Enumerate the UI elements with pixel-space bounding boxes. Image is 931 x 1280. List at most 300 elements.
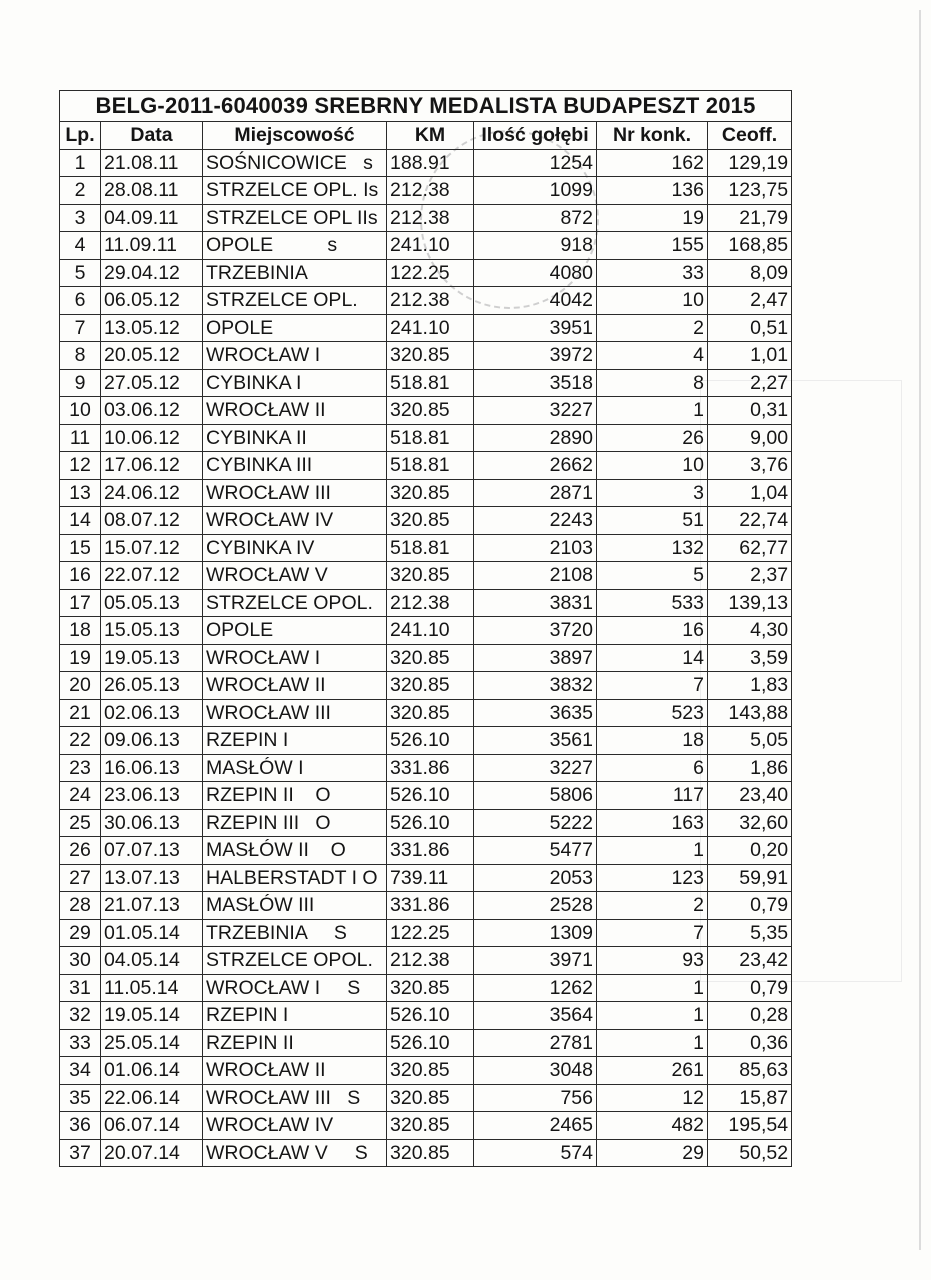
cell-date: 11.09.11: [101, 232, 203, 260]
cell-pigeon-count: 2103: [474, 534, 597, 562]
cell-lp: 7: [60, 314, 101, 342]
cell-prize-number: 1: [597, 974, 708, 1002]
cell-location: WROCŁAW I: [203, 644, 387, 672]
cell-lp: 5: [60, 259, 101, 287]
cell-date: 06.05.12: [101, 287, 203, 315]
cell-km: 320.85: [387, 562, 474, 590]
cell-prize-number: 93: [597, 947, 708, 975]
cell-lp: 13: [60, 479, 101, 507]
header-km: KM: [387, 122, 474, 150]
cell-lp: 36: [60, 1112, 101, 1140]
cell-location: WROCŁAW III: [203, 479, 387, 507]
cell-coefficient: 0,31: [708, 397, 792, 425]
cell-date: 04.09.11: [101, 204, 203, 232]
cell-pigeon-count: 5477: [474, 837, 597, 865]
cell-km: 320.85: [387, 699, 474, 727]
cell-date: 13.05.12: [101, 314, 203, 342]
table-row: [60, 562, 792, 590]
table-row: [60, 479, 792, 507]
cell-location: WROCŁAW IV: [203, 507, 387, 535]
cell-location: OPOLE: [203, 314, 387, 342]
cell-date: 19.05.14: [101, 1002, 203, 1030]
cell-coefficient: 59,91: [708, 864, 792, 892]
cell-lp: 30: [60, 947, 101, 975]
cell-prize-number: 482: [597, 1112, 708, 1140]
cell-lp: 24: [60, 782, 101, 810]
header-date: Data: [101, 122, 203, 150]
cell-location: WROCŁAW I S: [203, 974, 387, 1002]
cell-prize-number: 1: [597, 397, 708, 425]
cell-location: CYBINKA II: [203, 424, 387, 452]
cell-km: 526.10: [387, 1029, 474, 1057]
cell-lp: 37: [60, 1139, 101, 1167]
cell-coefficient: 139,13: [708, 589, 792, 617]
cell-location: WROCŁAW II: [203, 397, 387, 425]
cell-coefficient: 3,59: [708, 644, 792, 672]
cell-location: MASŁÓW III: [203, 892, 387, 920]
cell-prize-number: 16: [597, 617, 708, 645]
cell-coefficient: 4,30: [708, 617, 792, 645]
cell-date: 22.07.12: [101, 562, 203, 590]
cell-km: 320.85: [387, 479, 474, 507]
document-title: BELG-2011-6040039 SREBRNY MEDALISTA BUDAPESZT 2015: [60, 91, 792, 122]
cell-lp: 22: [60, 727, 101, 755]
cell-coefficient: 1,86: [708, 754, 792, 782]
cell-km: 212.38: [387, 947, 474, 975]
cell-pigeon-count: 2781: [474, 1029, 597, 1057]
cell-prize-number: 523: [597, 699, 708, 727]
table-body: [60, 149, 792, 1167]
cell-coefficient: 2,27: [708, 369, 792, 397]
table-row: [60, 1057, 792, 1085]
table-row: [60, 1002, 792, 1030]
cell-coefficient: 32,60: [708, 809, 792, 837]
cell-lp: 28: [60, 892, 101, 920]
cell-prize-number: 10: [597, 287, 708, 315]
cell-coefficient: 22,74: [708, 507, 792, 535]
table-row: [60, 507, 792, 535]
cell-location: WROCŁAW III: [203, 699, 387, 727]
cell-pigeon-count: 918: [474, 232, 597, 260]
cell-coefficient: 123,75: [708, 177, 792, 205]
cell-pigeon-count: 2243: [474, 507, 597, 535]
cell-lp: 4: [60, 232, 101, 260]
cell-lp: 25: [60, 809, 101, 837]
cell-location: OPOLE s: [203, 232, 387, 260]
cell-pigeon-count: 3561: [474, 727, 597, 755]
table-row: [60, 754, 792, 782]
cell-location: WROCŁAW V: [203, 562, 387, 590]
cell-km: 518.81: [387, 452, 474, 480]
cell-pigeon-count: 3227: [474, 397, 597, 425]
cell-km: 320.85: [387, 1057, 474, 1085]
cell-pigeon-count: 3832: [474, 672, 597, 700]
cell-prize-number: 1: [597, 837, 708, 865]
cell-coefficient: 143,88: [708, 699, 792, 727]
cell-date: 22.06.14: [101, 1084, 203, 1112]
cell-lp: 14: [60, 507, 101, 535]
cell-pigeon-count: 3951: [474, 314, 597, 342]
cell-lp: 1: [60, 149, 101, 177]
cell-location: STRZELCE OPL. Is: [203, 177, 387, 205]
table-row: [60, 947, 792, 975]
cell-pigeon-count: 2890: [474, 424, 597, 452]
cell-prize-number: 14: [597, 644, 708, 672]
cell-km: 320.85: [387, 1112, 474, 1140]
cell-pigeon-count: 1099: [474, 177, 597, 205]
cell-km: 526.10: [387, 1002, 474, 1030]
cell-coefficient: 50,52: [708, 1139, 792, 1167]
cell-lp: 26: [60, 837, 101, 865]
cell-date: 01.05.14: [101, 919, 203, 947]
table-row: [60, 397, 792, 425]
cell-location: TRZEBINIA: [203, 259, 387, 287]
cell-prize-number: 26: [597, 424, 708, 452]
cell-date: 13.07.13: [101, 864, 203, 892]
cell-km: 320.85: [387, 644, 474, 672]
cell-pigeon-count: 5806: [474, 782, 597, 810]
header-prize-number: Nr konk.: [597, 122, 708, 150]
cell-coefficient: 1,01: [708, 342, 792, 370]
cell-coefficient: 21,79: [708, 204, 792, 232]
cell-prize-number: 12: [597, 1084, 708, 1112]
cell-coefficient: 0,36: [708, 1029, 792, 1057]
cell-km: 331.86: [387, 754, 474, 782]
cell-lp: 19: [60, 644, 101, 672]
cell-location: STRZELCE OPL IIs: [203, 204, 387, 232]
table-row: [60, 644, 792, 672]
cell-coefficient: 0,79: [708, 974, 792, 1002]
cell-location: WROCŁAW V S: [203, 1139, 387, 1167]
cell-km: 122.25: [387, 259, 474, 287]
header-lp: Lp.: [60, 122, 101, 150]
cell-coefficient: 195,54: [708, 1112, 792, 1140]
cell-pigeon-count: 4080: [474, 259, 597, 287]
cell-km: 518.81: [387, 424, 474, 452]
cell-lp: 2: [60, 177, 101, 205]
cell-coefficient: 23,42: [708, 947, 792, 975]
cell-prize-number: 18: [597, 727, 708, 755]
table-row: [60, 919, 792, 947]
table-row: [60, 727, 792, 755]
cell-location: WROCŁAW I: [203, 342, 387, 370]
cell-lp: 29: [60, 919, 101, 947]
cell-km: 320.85: [387, 1084, 474, 1112]
cell-pigeon-count: 872: [474, 204, 597, 232]
cell-prize-number: 19: [597, 204, 708, 232]
table-row: [60, 892, 792, 920]
cell-km: 320.85: [387, 342, 474, 370]
cell-date: 17.06.12: [101, 452, 203, 480]
cell-pigeon-count: 3048: [474, 1057, 597, 1085]
cell-coefficient: 8,09: [708, 259, 792, 287]
cell-pigeon-count: 1254: [474, 149, 597, 177]
cell-pigeon-count: 4042: [474, 287, 597, 315]
cell-km: 212.38: [387, 287, 474, 315]
cell-date: 29.04.12: [101, 259, 203, 287]
table-row: [60, 369, 792, 397]
cell-coefficient: 0,28: [708, 1002, 792, 1030]
cell-date: 25.05.14: [101, 1029, 203, 1057]
cell-pigeon-count: 2871: [474, 479, 597, 507]
header-row: [60, 122, 792, 150]
cell-location: RZEPIN II: [203, 1029, 387, 1057]
cell-km: 320.85: [387, 397, 474, 425]
cell-km: 212.38: [387, 177, 474, 205]
cell-pigeon-count: 3227: [474, 754, 597, 782]
cell-lp: 11: [60, 424, 101, 452]
cell-date: 15.05.13: [101, 617, 203, 645]
cell-coefficient: 9,00: [708, 424, 792, 452]
cell-prize-number: 1: [597, 1002, 708, 1030]
table-row: [60, 699, 792, 727]
cell-lp: 8: [60, 342, 101, 370]
cell-pigeon-count: 3831: [474, 589, 597, 617]
cell-date: 26.05.13: [101, 672, 203, 700]
cell-prize-number: 33: [597, 259, 708, 287]
cell-location: STRZELCE OPL.: [203, 287, 387, 315]
cell-date: 09.06.13: [101, 727, 203, 755]
table-row: [60, 259, 792, 287]
header-coefficient: Ceoff.: [708, 122, 792, 150]
cell-km: 331.86: [387, 892, 474, 920]
cell-date: 20.05.12: [101, 342, 203, 370]
header-location: Miejscowość: [203, 122, 387, 150]
table-row: [60, 1112, 792, 1140]
cell-pigeon-count: 756: [474, 1084, 597, 1112]
cell-km: 188.91: [387, 149, 474, 177]
cell-coefficient: 62,77: [708, 534, 792, 562]
cell-lp: 16: [60, 562, 101, 590]
cell-date: 21.07.13: [101, 892, 203, 920]
cell-km: 212.38: [387, 204, 474, 232]
cell-lp: 20: [60, 672, 101, 700]
cell-location: WROCŁAW IV: [203, 1112, 387, 1140]
cell-location: TRZEBINIA S: [203, 919, 387, 947]
cell-coefficient: 2,47: [708, 287, 792, 315]
cell-lp: 10: [60, 397, 101, 425]
cell-date: 10.06.12: [101, 424, 203, 452]
cell-prize-number: 136: [597, 177, 708, 205]
table-row: [60, 1139, 792, 1167]
cell-location: RZEPIN I: [203, 1002, 387, 1030]
cell-km: 320.85: [387, 672, 474, 700]
scan-edge: [919, 10, 921, 1250]
cell-lp: 9: [60, 369, 101, 397]
cell-prize-number: 123: [597, 864, 708, 892]
cell-location: RZEPIN III O: [203, 809, 387, 837]
cell-lp: 21: [60, 699, 101, 727]
cell-location: CYBINKA I: [203, 369, 387, 397]
cell-km: 526.10: [387, 727, 474, 755]
table-row: [60, 177, 792, 205]
table-row: [60, 452, 792, 480]
cell-location: CYBINKA III: [203, 452, 387, 480]
cell-coefficient: 15,87: [708, 1084, 792, 1112]
cell-pigeon-count: 1262: [474, 974, 597, 1002]
cell-lp: 27: [60, 864, 101, 892]
table-row: [60, 974, 792, 1002]
cell-date: 08.07.12: [101, 507, 203, 535]
cell-location: STRZELCE OPOL.: [203, 589, 387, 617]
table-row: [60, 1084, 792, 1112]
cell-coefficient: 5,05: [708, 727, 792, 755]
cell-date: 16.06.13: [101, 754, 203, 782]
cell-pigeon-count: 2662: [474, 452, 597, 480]
cell-prize-number: 3: [597, 479, 708, 507]
table-row: [60, 672, 792, 700]
cell-coefficient: 1,83: [708, 672, 792, 700]
cell-pigeon-count: 3971: [474, 947, 597, 975]
cell-pigeon-count: 1309: [474, 919, 597, 947]
cell-date: 15.07.12: [101, 534, 203, 562]
cell-coefficient: 129,19: [708, 149, 792, 177]
cell-lp: 34: [60, 1057, 101, 1085]
cell-km: 320.85: [387, 1139, 474, 1167]
cell-coefficient: 0,51: [708, 314, 792, 342]
cell-date: 02.06.13: [101, 699, 203, 727]
cell-date: 27.05.12: [101, 369, 203, 397]
cell-prize-number: 132: [597, 534, 708, 562]
cell-date: 24.06.12: [101, 479, 203, 507]
cell-prize-number: 533: [597, 589, 708, 617]
cell-date: 01.06.14: [101, 1057, 203, 1085]
cell-date: 23.06.13: [101, 782, 203, 810]
cell-coefficient: 2,37: [708, 562, 792, 590]
cell-lp: 31: [60, 974, 101, 1002]
cell-prize-number: 2: [597, 314, 708, 342]
table-row: [60, 424, 792, 452]
cell-km: 320.85: [387, 974, 474, 1002]
cell-pigeon-count: 3635: [474, 699, 597, 727]
table-row: [60, 809, 792, 837]
cell-date: 04.05.14: [101, 947, 203, 975]
cell-location: MASŁÓW I: [203, 754, 387, 782]
cell-date: 21.08.11: [101, 149, 203, 177]
cell-prize-number: 2: [597, 892, 708, 920]
cell-prize-number: 162: [597, 149, 708, 177]
cell-km: 212.38: [387, 589, 474, 617]
cell-lp: 32: [60, 1002, 101, 1030]
cell-location: OPOLE: [203, 617, 387, 645]
cell-date: 19.05.13: [101, 644, 203, 672]
cell-km: 526.10: [387, 809, 474, 837]
cell-coefficient: 0,20: [708, 837, 792, 865]
cell-lp: 33: [60, 1029, 101, 1057]
cell-lp: 17: [60, 589, 101, 617]
table-row: [60, 204, 792, 232]
table-row: [60, 1029, 792, 1057]
cell-pigeon-count: 3564: [474, 1002, 597, 1030]
cell-location: HALBERSTADT I O: [203, 864, 387, 892]
cell-location: RZEPIN II O: [203, 782, 387, 810]
table-row: [60, 232, 792, 260]
cell-coefficient: 1,04: [708, 479, 792, 507]
cell-km: 518.81: [387, 534, 474, 562]
cell-location: MASŁÓW II O: [203, 837, 387, 865]
cell-pigeon-count: 5222: [474, 809, 597, 837]
cell-coefficient: 168,85: [708, 232, 792, 260]
cell-pigeon-count: 3897: [474, 644, 597, 672]
cell-prize-number: 6: [597, 754, 708, 782]
results-table: [59, 90, 792, 1167]
table-row: [60, 342, 792, 370]
cell-lp: 12: [60, 452, 101, 480]
cell-prize-number: 10: [597, 452, 708, 480]
cell-km: 320.85: [387, 507, 474, 535]
cell-pigeon-count: 2528: [474, 892, 597, 920]
cell-date: 30.06.13: [101, 809, 203, 837]
cell-location: WROCŁAW II: [203, 672, 387, 700]
cell-prize-number: 8: [597, 369, 708, 397]
cell-pigeon-count: 3518: [474, 369, 597, 397]
cell-location: WROCŁAW II: [203, 1057, 387, 1085]
header-pigeon-count: Ilość gołębi: [474, 122, 597, 150]
cell-location: WROCŁAW III S: [203, 1084, 387, 1112]
cell-km: 241.10: [387, 314, 474, 342]
cell-location: RZEPIN I: [203, 727, 387, 755]
cell-pigeon-count: 2108: [474, 562, 597, 590]
cell-km: 331.86: [387, 837, 474, 865]
table-row: [60, 864, 792, 892]
cell-location: CYBINKA IV: [203, 534, 387, 562]
table-row: [60, 782, 792, 810]
cell-prize-number: 5: [597, 562, 708, 590]
cell-date: 07.07.13: [101, 837, 203, 865]
cell-pigeon-count: 2053: [474, 864, 597, 892]
cell-coefficient: 3,76: [708, 452, 792, 480]
cell-prize-number: 261: [597, 1057, 708, 1085]
cell-prize-number: 29: [597, 1139, 708, 1167]
cell-lp: 35: [60, 1084, 101, 1112]
cell-km: 518.81: [387, 369, 474, 397]
cell-date: 20.07.14: [101, 1139, 203, 1167]
table-row: [60, 589, 792, 617]
cell-pigeon-count: 2465: [474, 1112, 597, 1140]
table-row: [60, 617, 792, 645]
cell-lp: 6: [60, 287, 101, 315]
cell-km: 122.25: [387, 919, 474, 947]
cell-prize-number: 7: [597, 672, 708, 700]
table-row: [60, 314, 792, 342]
cell-date: 05.05.13: [101, 589, 203, 617]
cell-prize-number: 155: [597, 232, 708, 260]
table-row: [60, 837, 792, 865]
cell-km: 241.10: [387, 617, 474, 645]
cell-coefficient: 85,63: [708, 1057, 792, 1085]
cell-date: 03.06.12: [101, 397, 203, 425]
cell-date: 28.08.11: [101, 177, 203, 205]
cell-km: 526.10: [387, 782, 474, 810]
table-row: [60, 534, 792, 562]
cell-coefficient: 5,35: [708, 919, 792, 947]
cell-location: SOŚNICOWICE s: [203, 149, 387, 177]
cell-coefficient: 23,40: [708, 782, 792, 810]
cell-km: 241.10: [387, 232, 474, 260]
cell-lp: 18: [60, 617, 101, 645]
cell-pigeon-count: 3972: [474, 342, 597, 370]
cell-pigeon-count: 3720: [474, 617, 597, 645]
cell-km: 739.11: [387, 864, 474, 892]
table-row: [60, 287, 792, 315]
cell-prize-number: 163: [597, 809, 708, 837]
cell-prize-number: 7: [597, 919, 708, 947]
cell-date: 11.05.14: [101, 974, 203, 1002]
cell-prize-number: 51: [597, 507, 708, 535]
cell-pigeon-count: 574: [474, 1139, 597, 1167]
cell-coefficient: 0,79: [708, 892, 792, 920]
cell-lp: 15: [60, 534, 101, 562]
